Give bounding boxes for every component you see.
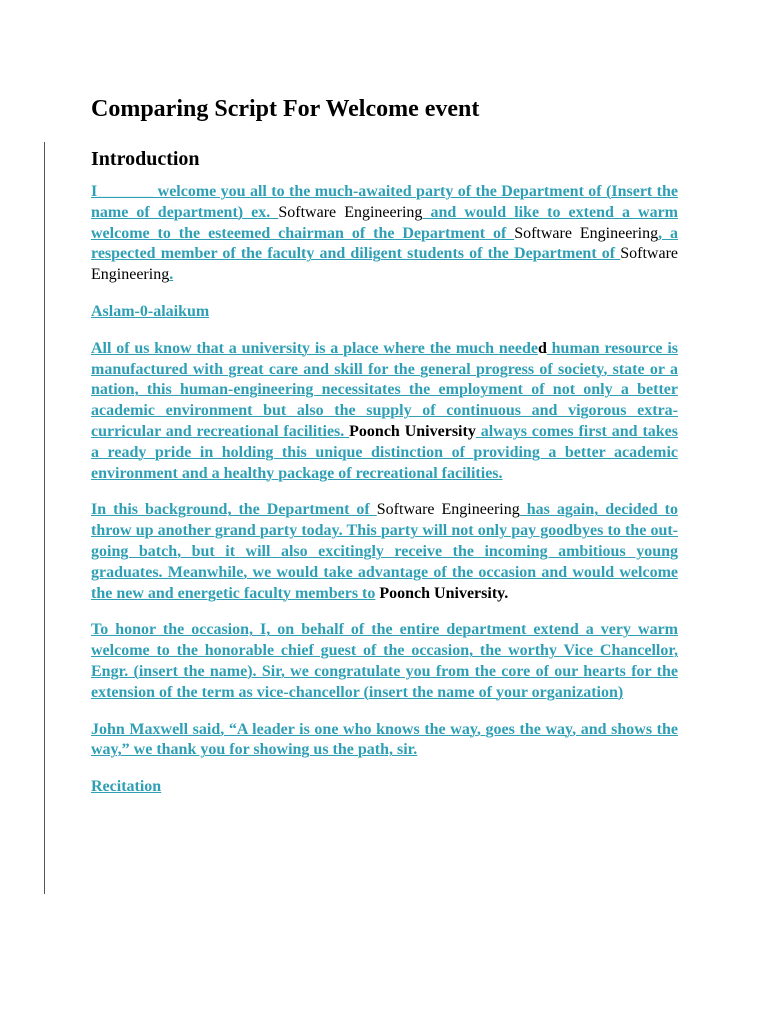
text-segment: Software Engineering [91,245,678,284]
text-segment: human resource is manufactured with great care and skill for the general progress of society, state or a nation, this human-engineering necessitates the employment of not only a better academic environment but also the supply of continuous and vigorous extra-curricular and recreational facilities. [91,339,678,440]
text-segment: Poonch University [349,422,476,440]
text-segment: To honor the occasion, I, on behalf of the entire department extend a very warm welcome to the honorable chief guest of the occasion, the worthy Vice Chancellor, Engr. (insert the name). Sir, we congratulate you from the core of our hearts for the extension of the term as vice-chancellor (insert the name of your organization) [91,621,678,701]
text-segment: Software Engineering [278,203,423,221]
text-segment: . [169,266,174,284]
text-segment: always comes first and takes a ready pride in holding this unique distinction of providing a better academic environment and a healthy package of recreational facilities. [91,422,678,482]
text-segment: John Maxwell said, “A leader is one who knows the way, goes the way, and shows the way,” we thank you for showing us the path, sir. [91,720,678,759]
section-heading: Introduction [91,148,200,170]
text-segment: Software Engineering [514,224,659,242]
text-segment: , a respected member of the faculty and diligent students of the Department of [91,224,679,263]
paragraph-greeting [91,302,678,323]
paragraph-background [91,500,678,604]
document-page [91,92,678,814]
text-segment: I_______ welcome you all to the much-awaited party of the Department of (Insert the name of department) ex. [91,183,678,221]
text-segment: All of us know that a university is a place where the much [91,339,499,357]
text-segment: Software Engineering [376,501,520,519]
paragraph-recitation [91,777,678,798]
paragraph-university [91,339,678,485]
paragraph-quote [91,720,678,762]
margin-change-bar [44,142,45,894]
text-segment: Aslam-0-alaikum [91,302,210,320]
text-segment: In this background, the Department of [91,501,377,519]
text-segment: has again, decided to throw up another grand party today. This party will not only pay goodbyes to the out-going batch, but it will also excitingly receive the incoming ambitious young graduates. Meanwhile, we would take advantage of the occasion and would welcome the new and energetic faculty members to [91,501,678,602]
paragraph-welcome [91,182,678,286]
text-segment: neede [498,339,538,357]
text-segment: Poonch University. [375,584,509,602]
text-segment: and would like to extend a warm welcome to the esteemed chairman of the Department of [91,203,679,242]
paragraph-honor [91,620,678,703]
text-segment: d [537,339,547,357]
document-title: Comparing Script For Welcome event [91,96,480,122]
text-segment: Recitation [91,778,162,796]
